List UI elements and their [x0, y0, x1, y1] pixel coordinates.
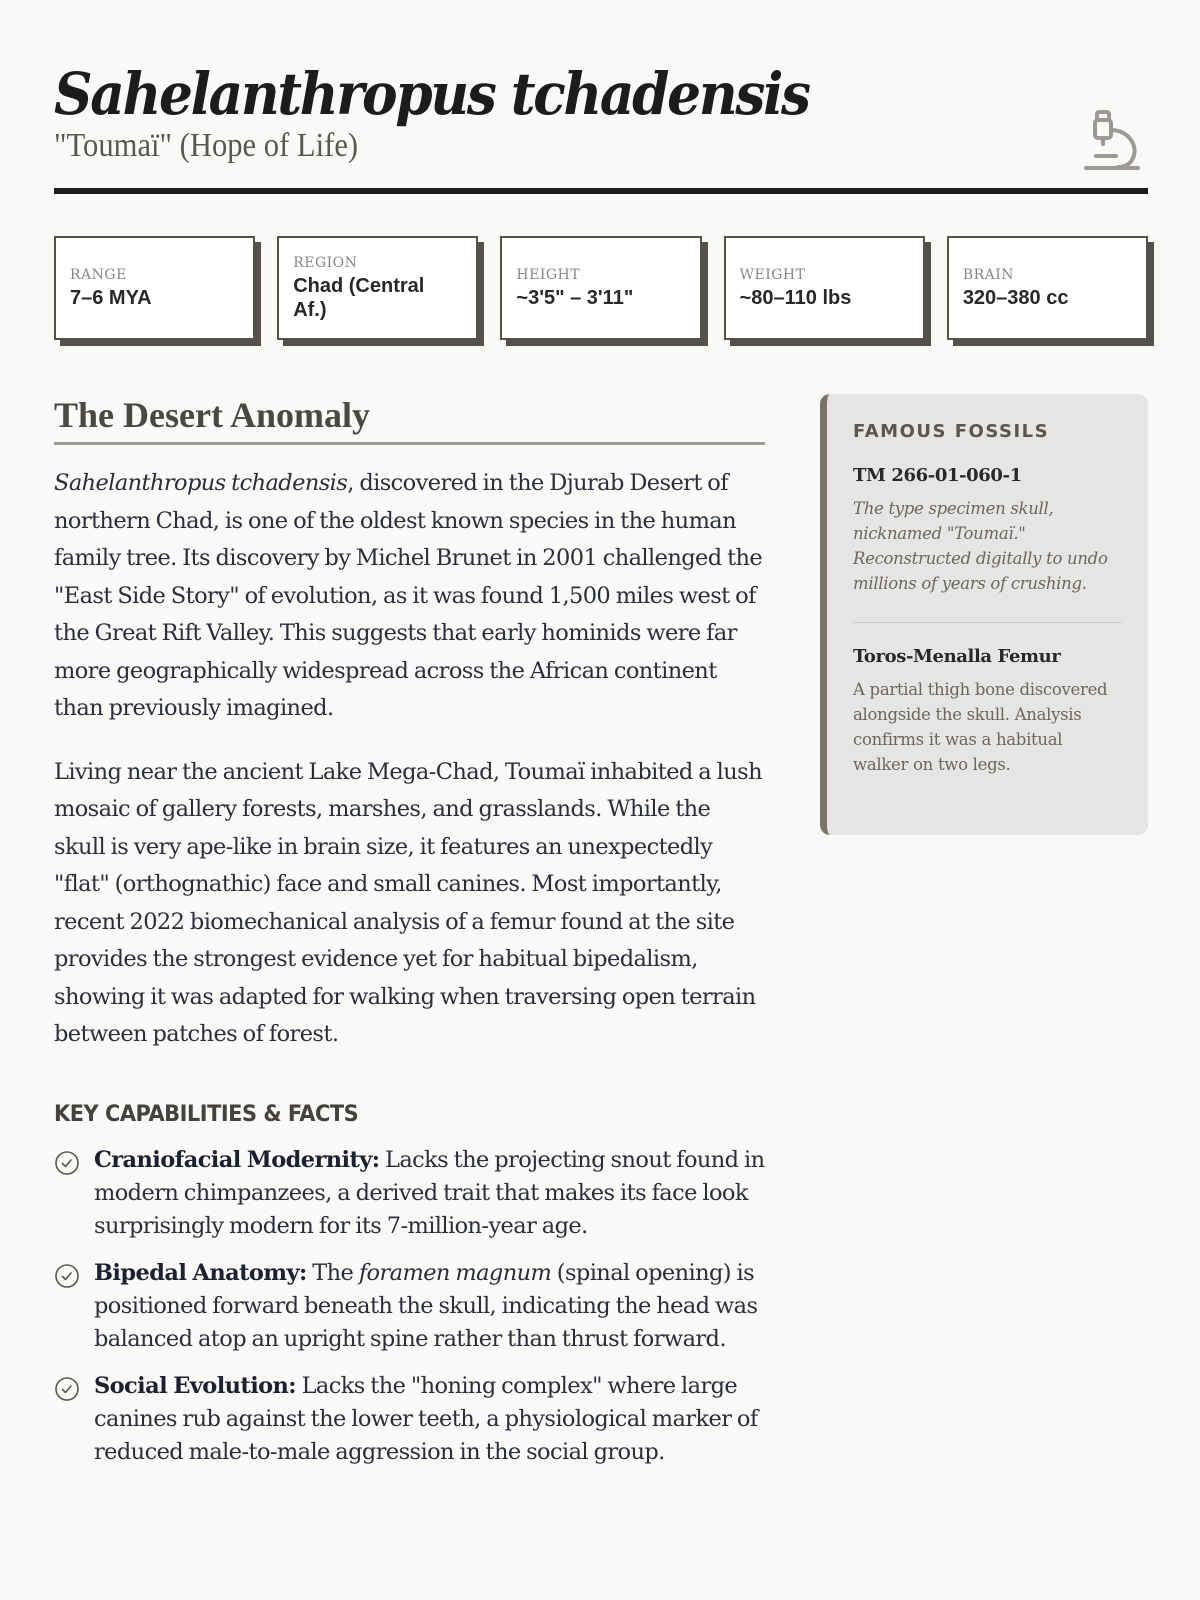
- fact-item: [54, 1370, 765, 1469]
- fact-title: Social Evolution:: [94, 1372, 297, 1399]
- check-circle-icon: [54, 1376, 80, 1402]
- fossil-description: The type specimen skull, nicknamed "Toumaï." Reconstructed digitally to undo millions of years of crushing.: [853, 499, 1108, 593]
- fact-body: Lacks the "honing complex" where large canines rub against the lower teeth, a physiological marker of reduced male-to-male aggression in the social group.: [94, 1372, 758, 1465]
- fact-title: Bipedal Anatomy:: [94, 1259, 307, 1286]
- check-circle-icon: [54, 1263, 80, 1289]
- stats-row: [54, 236, 1148, 340]
- habitat-paragraph: Living near the ancient Lake Mega-Chad, Toumaï inhabited a lush mosaic of gallery forests, marshes, and grasslands. While the skull is very ape-like in brain size, it features an unexpectedly "flat" (orthognathic) face and small canines. Most importantly, recent 2022 biomechanical analysis of a femur found at the site provides the strongest evidence yet for habitual bipedalism, showing it was adapted for walking when traversing open terrain between patches of forest.: [54, 758, 762, 1047]
- facts-list: [54, 1144, 765, 1469]
- fact-body: Lacks the projecting snout found in modern chimpanzees, a derived trait that makes its face look surprisingly modern for its 7-million-year age.: [94, 1146, 765, 1239]
- sidebar-title: FAMOUS FOSSILS: [853, 421, 1050, 442]
- check-circle-icon: [54, 1150, 80, 1176]
- stat-card-brain: [947, 236, 1148, 340]
- fact-item: Bipedal Anatomy: The foramen magnum (spinal opening) is positioned forward beneath the skull, indicating the head was balanced atop an upright spine rather than thrust forward.: [54, 1257, 765, 1356]
- fact-item: [54, 1144, 765, 1243]
- stat-value: ~80–110 lbs: [739, 287, 852, 309]
- stat-label: REGION: [293, 255, 358, 271]
- fossil-name: Toros-Menalla Femur: [853, 646, 1061, 667]
- famous-fossils-panel: [820, 394, 1148, 835]
- fossil-description: A partial thigh bone discovered alongside the skull. Analysis confirms it was a habitual walker on two legs.: [853, 680, 1108, 774]
- stat-value: 320–380 cc: [962, 287, 1069, 309]
- fossil-name: TM 266-01-060-1: [853, 465, 1022, 486]
- stat-value: ~3'5" – 3'11": [516, 287, 634, 309]
- species-page: [54, 0, 1148, 1465]
- fact-title: Craniofacial Modernity:: [94, 1146, 380, 1173]
- facts-heading: KEY CAPABILITIES & FACTS: [54, 1101, 359, 1127]
- stat-label: HEIGHT: [516, 267, 581, 283]
- paragraph-text: , discovered in the Djurab Desert of northern Chad, is one of the oldest known species in the human family tree. Its discovery by Michel Brunet in 2001 challenged the "East Side Story" of evolution, as it was found 1,500 miles west of the Great Rift Valley. This suggests that early hominids were far more geographically widespread across the African continent than previously imagined.: [54, 470, 763, 721]
- microscope-icon: [1082, 108, 1144, 174]
- stat-label: BRAIN: [962, 267, 1015, 283]
- main-content: [54, 392, 765, 1483]
- stat-label: WEIGHT: [739, 267, 806, 283]
- stat-card-range: [54, 236, 255, 340]
- stat-card-region: [277, 236, 478, 340]
- sidebar-divider: [853, 622, 1122, 623]
- page-subtitle: "Toumaï" (Hope of Life): [54, 127, 359, 164]
- stat-label: RANGE: [70, 267, 127, 283]
- stat-value: Chad (Central Af.): [293, 275, 425, 321]
- stat-card-height: [500, 236, 701, 340]
- section-title: The Desert Anomaly: [54, 392, 765, 445]
- page-title: Sahelanthropus tchadensis: [54, 60, 809, 128]
- stat-card-weight: [724, 236, 925, 340]
- intro-paragraph: [54, 465, 765, 728]
- header-divider: [54, 188, 1148, 194]
- page-header: [54, 0, 1148, 196]
- fact-italic-term: foramen magnum: [358, 1259, 552, 1286]
- fact-body: (spinal opening) is positioned forward beneath the skull, indicating the head was balanced atop an upright spine rather than thrust forward.: [94, 1259, 758, 1352]
- stat-value: 7–6 MYA: [70, 287, 152, 309]
- species-name-italic: Sahelanthropus tchadensis: [54, 470, 348, 496]
